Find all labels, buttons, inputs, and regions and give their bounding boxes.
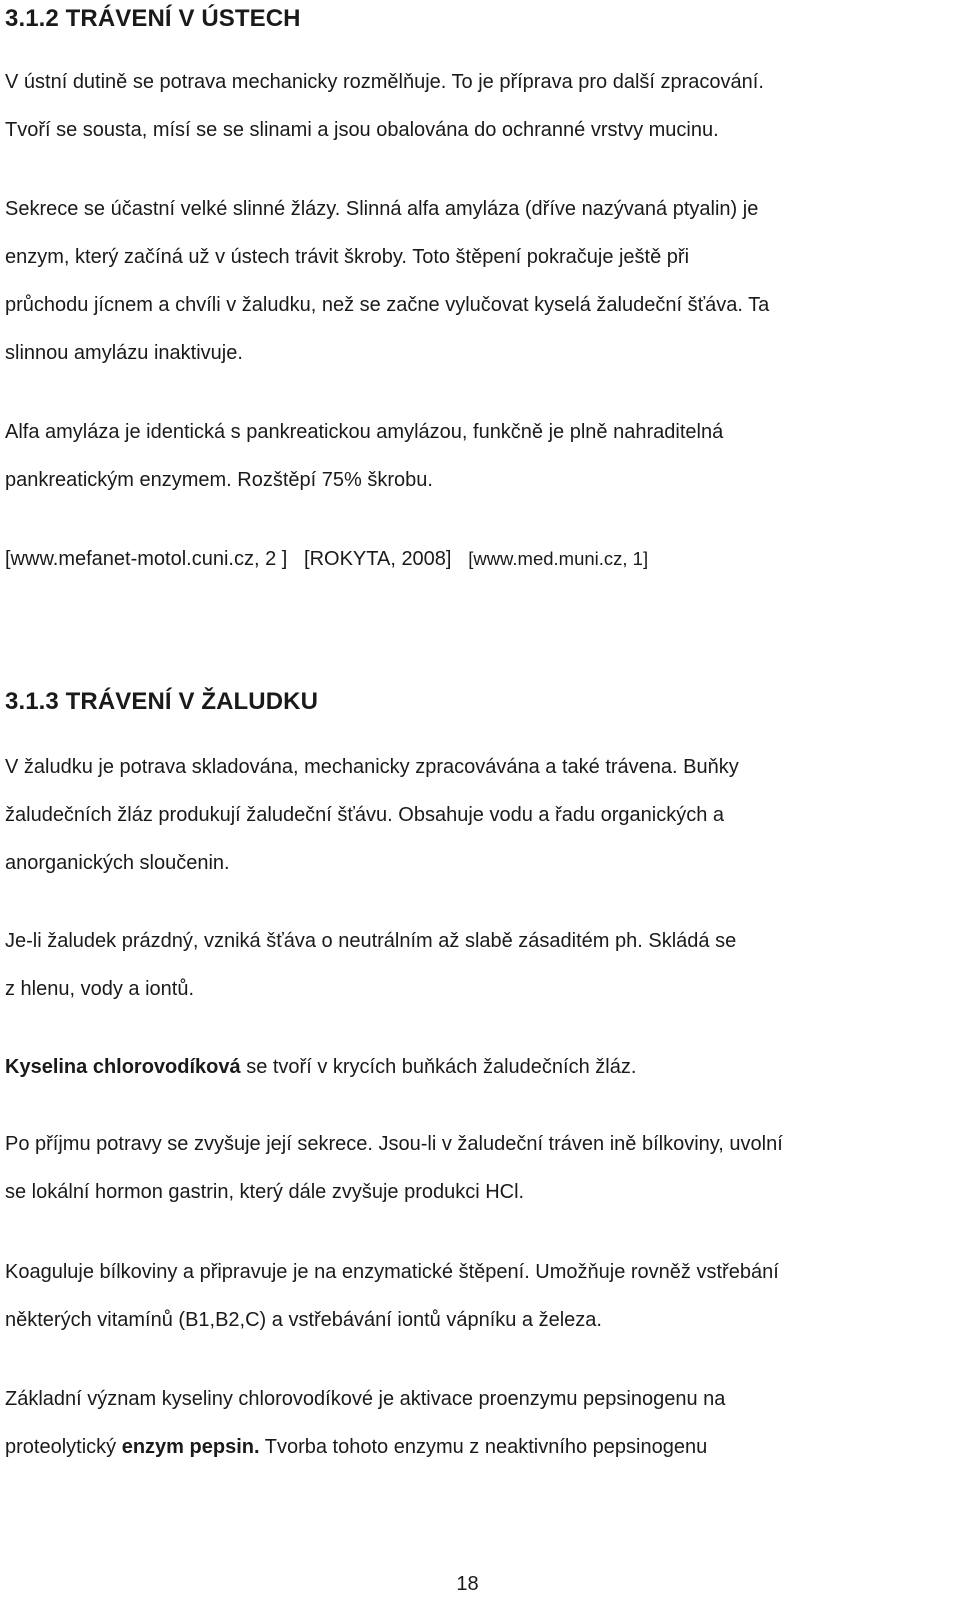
text-line: V ústní dutině se potrava mechanicky rozmělňuje. To je příprava pro další zpracování. [5, 71, 764, 93]
text-span: se tvoří v krycích buňkách žaludečních žláz. [240, 1056, 637, 1078]
reference-line [5, 535, 930, 583]
text-line: anorganických sloučenin. [5, 852, 230, 874]
paragraph [5, 1375, 930, 1471]
section-heading [5, 683, 930, 721]
text-span: enzym, který začíná už v ústech trávit škroby. [5, 246, 407, 268]
bold-term: Kyselina chlorovodíková [5, 1056, 241, 1078]
reference-rokyta: [ROKYTA, 2008] [304, 548, 452, 570]
paragraph [5, 1043, 930, 1091]
paragraph [5, 743, 930, 887]
text-span: Toto štěpení pokračuje ještě při [407, 246, 690, 268]
text-line: se lokální hormon gastrin, který dále zvyšuje produkci HCl. [5, 1181, 525, 1203]
paragraph [5, 408, 930, 504]
text-line [5, 1423, 930, 1471]
text-line [5, 1043, 930, 1091]
text-span: Tvorba tohoto enzymu z neaktivního pepsinogenu [259, 1436, 708, 1458]
text-line: slinnou amylázu inaktivuje. [5, 342, 243, 364]
reference-mefanet: [www.mefanet-motol.cuni.cz, 2 ] [5, 548, 288, 570]
section-heading [5, 0, 930, 38]
bold-term: enzym pepsin. [121, 1436, 260, 1458]
text-line: Tvoří se sousta, mísí se se slinami a jsou obalována do ochranné vrstvy mucinu. [5, 119, 719, 141]
page-number: 18 [456, 1573, 479, 1595]
text-span: proteolytický [5, 1436, 122, 1458]
text-line: z hlenu, vody a iontů. [5, 978, 195, 1000]
text-line: Základní význam kyseliny chlorovodíkové je aktivace proenzymu pepsinogenu na [5, 1388, 726, 1410]
text-line: Koaguluje bílkoviny a připravuje je na enzymatické štěpení. Umožňuje rovněž vstřebání [5, 1261, 779, 1283]
heading-travení-v-ustech: 3.1.2 TRÁVENÍ V ÚSTECH [5, 5, 301, 32]
reference-med-muni: [www.med.muni.cz, 1] [468, 548, 649, 569]
paragraph [5, 917, 930, 1013]
text-line: žaludečních žláz produkují žaludeční šťávu. Obsahuje vodu a řadu organických a [5, 804, 725, 826]
references [5, 535, 930, 583]
text-line: některých vitamínů (B1,B2,C) a vstřebávání iontů vápníku a železa. [5, 1309, 602, 1331]
paragraph [5, 1248, 930, 1344]
text-line: V žaludku je potrava skladována, mechanicky zpracovávána a také trávena. Buňky [5, 756, 739, 778]
paragraph [5, 185, 930, 377]
text-line: pankreatickým enzymem. Rozštěpí 75% škrobu. [5, 469, 433, 491]
text-line: Sekrece se účastní velké slinné žlázy. Slinná alfa amyláza (dříve nazývaná ptyalin) je [5, 198, 759, 220]
text-line: Po příjmu potravy se zvyšuje její sekrece. Jsou-li v žaludeční tráven ině bílkoviny, uvolní [5, 1133, 783, 1155]
text-line: Je-li žaludek prázdný, vzniká šťáva o neutrálním až slabě zásaditém ph. Skládá se [5, 930, 737, 952]
paragraph [5, 58, 930, 154]
text-line: průchodu jícnem a chvíli v žaludku, než se začne vylučovat kyselá žaludeční šťáva. Ta [5, 294, 770, 316]
heading-traveni-v-zaludku: 3.1.3 TRÁVENÍ V ŽALUDKU [5, 688, 319, 715]
paragraph [5, 1120, 930, 1216]
text-line [5, 233, 930, 281]
text-line: Alfa amyláza je identická s pankreatickou amylázou, funkčně je plně nahraditelná [5, 421, 724, 443]
